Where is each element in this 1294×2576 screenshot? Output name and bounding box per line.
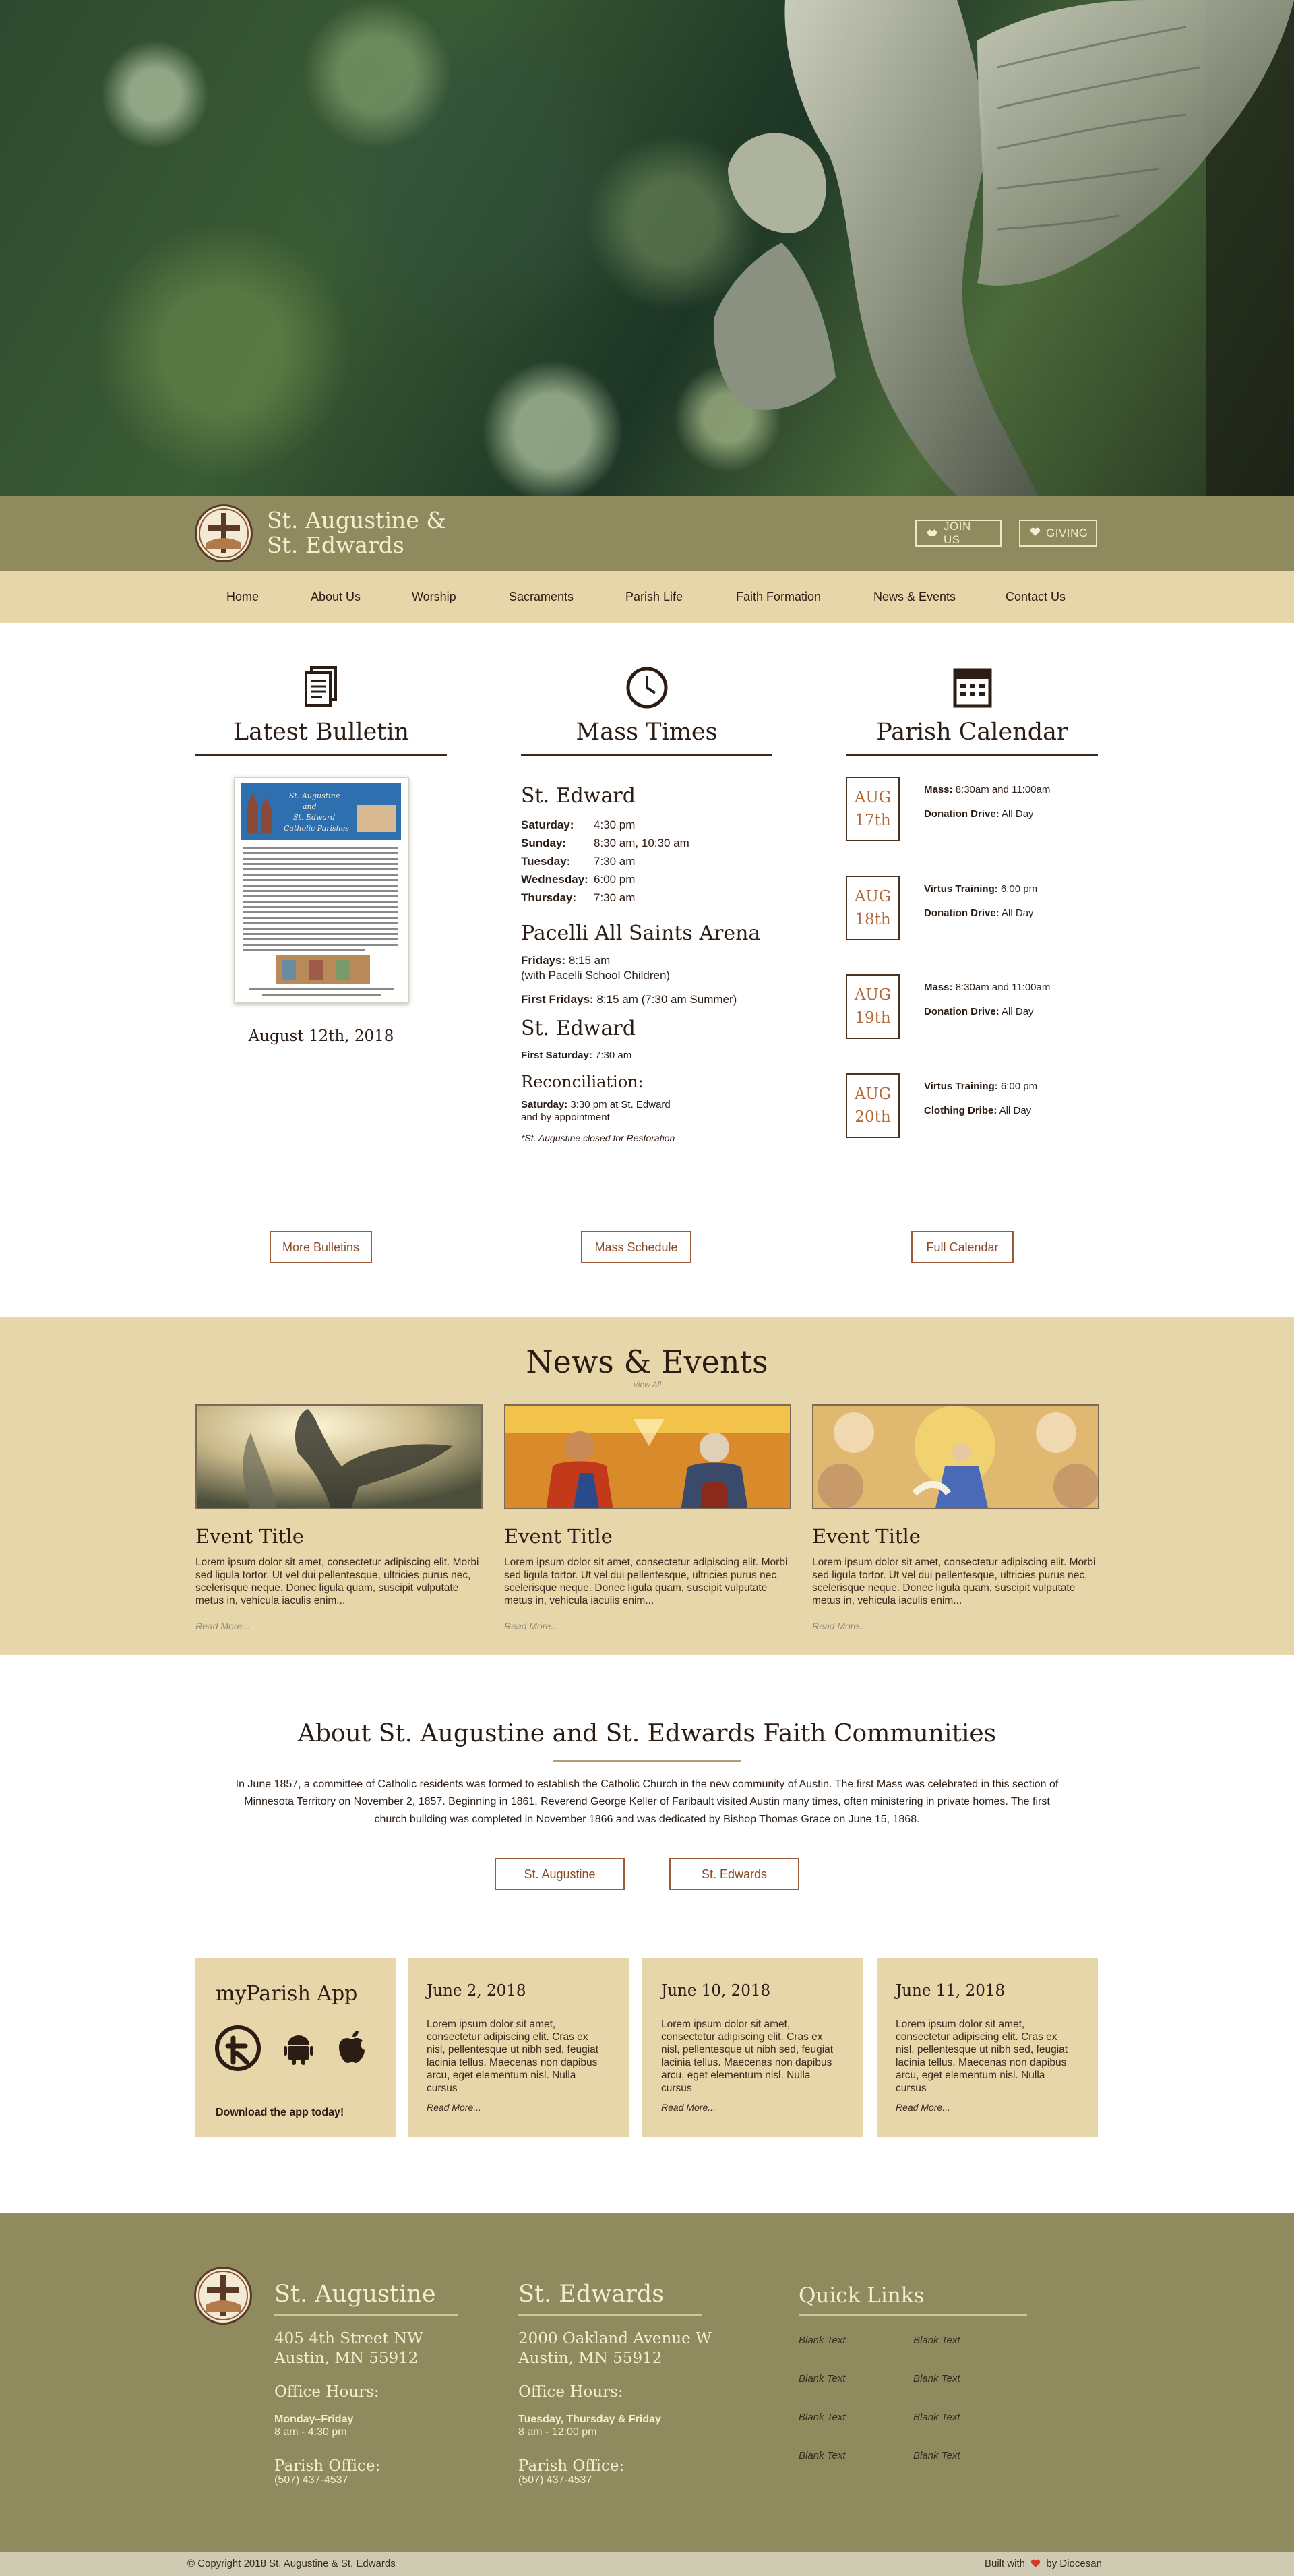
event-image[interactable]	[504, 1404, 791, 1509]
read-more-link[interactable]: Read More...	[427, 2102, 481, 2113]
st-augustine-button[interactable]: St. Augustine	[495, 1858, 625, 1890]
fridays-text	[521, 953, 804, 983]
event-value: 8:30am and 11:00am	[955, 784, 1051, 796]
calendar-date-box	[846, 1073, 900, 1138]
event-label: Donation Drive:	[924, 1006, 999, 1017]
svg-text:Catholic Parishes: Catholic Parishes	[284, 824, 349, 833]
mass-time: 4:30 pm	[594, 818, 636, 831]
first-fridays-label: First Fridays:	[521, 993, 594, 1006]
calendar-events	[924, 877, 1037, 926]
event-image[interactable]	[812, 1404, 1099, 1509]
built-with-credit[interactable]	[985, 2558, 1102, 2571]
footer-office-hours	[518, 2413, 661, 2438]
nav-home[interactable]: Home	[226, 590, 259, 603]
card-body: Lorem ipsum dolor sit amet, consectetur adipiscing elit. Cras ex nisl, pellentesque ut nibh sed, feugiat lacinia tellus. Maecenas non dapibus arcu, eget elementum nisl. Nulla cursus	[427, 2018, 599, 2094]
parish-calendar-title: Parish Calendar	[876, 719, 1068, 746]
fridays-note: (with Pacelli School Children)	[521, 969, 671, 982]
android-icon[interactable]	[284, 2033, 313, 2068]
recon-time: 3:30 pm at St. Edward	[570, 1099, 671, 1110]
hours-days: Tuesday, Thursday & Friday	[518, 2414, 661, 2425]
fridays-label: Fridays:	[521, 954, 566, 967]
read-more-link[interactable]: Read More...	[896, 2102, 950, 2113]
calendar-date-box	[846, 974, 900, 1039]
footer-phone[interactable]: (507) 437-4537	[274, 2474, 348, 2486]
quick-link[interactable]: Blank Text	[799, 2412, 846, 2423]
nav-contact-us[interactable]: Contact Us	[1006, 590, 1066, 603]
angel-statue-image	[0, 0, 1294, 496]
calendar-month: AUG	[854, 789, 892, 806]
mass-time: 6:00 pm	[594, 873, 636, 886]
mass-times-title: Mass Times	[576, 719, 718, 746]
address-line: 2000 Oakland Avenue W	[518, 2330, 712, 2347]
news-events-title: News & Events	[526, 1344, 768, 1380]
footer-office-hours	[274, 2413, 353, 2438]
nav-parish-life[interactable]: Parish Life	[625, 590, 683, 603]
quick-link[interactable]: Blank Text	[913, 2373, 960, 2385]
event-value: All Day	[999, 1105, 1032, 1116]
news-card[interactable]	[877, 1958, 1098, 2137]
site-title[interactable]	[267, 508, 446, 558]
event-label: Mass:	[924, 784, 953, 796]
mass-times-divider	[521, 754, 772, 756]
closed-note: *St. Augustine closed for Restoration	[521, 1133, 675, 1143]
app-cta: Download the app today!	[216, 2107, 344, 2118]
about-divider	[553, 1760, 741, 1762]
read-more-link[interactable]: Read More...	[195, 1621, 250, 1631]
first-saturday-time: 7:30 am	[595, 1050, 632, 1061]
heart-icon	[1030, 527, 1041, 540]
footer-divider	[799, 2314, 1027, 2316]
event-title[interactable]: Event Title	[504, 1525, 613, 1548]
st-edward-heading: St. Edward	[521, 784, 636, 808]
mass-day: Thursday:	[521, 891, 577, 904]
hours-days: Monday–Friday	[274, 2414, 354, 2425]
recon-label: Saturday:	[521, 1099, 568, 1110]
calendar-day: 17th	[855, 812, 891, 829]
footer-st-augustine-address	[274, 2329, 423, 2368]
calendar-month: AUG	[854, 1085, 892, 1103]
event-label: Virtus Training:	[924, 883, 998, 895]
event-body: Lorem ipsum dolor sit amet, consectetur adipiscing elit. Morbi sed ligula tortor. Ut vel dui pellentesque, ultricies purus nec, scelerisque neque. Donec ligula quam, suscipit vulputate metus in, vehicula iaculis enim...	[504, 1557, 788, 1607]
quick-link[interactable]: Blank Text	[913, 2412, 960, 2423]
main-nav	[0, 571, 1294, 623]
quick-link[interactable]: Blank Text	[913, 2335, 960, 2346]
myparish-app-card	[195, 1958, 396, 2137]
footer-st-edwards-address	[518, 2329, 712, 2368]
giving-button[interactable]	[1019, 520, 1097, 547]
calendar-day: 19th	[855, 1009, 891, 1027]
built-by-label: by Diocesan	[1046, 2558, 1102, 2569]
news-card[interactable]	[408, 1958, 629, 2137]
mass-day: Tuesday:	[521, 855, 571, 868]
st-edward-heading-2: St. Edward	[521, 1017, 636, 1040]
mass-row	[521, 816, 804, 834]
st-edwards-button[interactable]: St. Edwards	[669, 1858, 799, 1890]
fridays-time: 8:15 am	[568, 954, 611, 967]
pacelli-heading: Pacelli All Saints Arena	[521, 922, 761, 945]
bulletin-icon	[303, 666, 338, 711]
card-body: Lorem ipsum dolor sit amet, consectetur adipiscing elit. Cras ex nisl, pellentesque ut nibh sed, feugiat lacinia tellus. Maecenas non dapibus arcu, eget elementum nisl. Nulla cursus	[661, 2018, 834, 2094]
hands-icon	[926, 527, 938, 540]
first-saturday-text	[521, 1048, 804, 1063]
nav-faith-formation[interactable]: Faith Formation	[736, 590, 822, 603]
join-us-button[interactable]	[915, 520, 1002, 547]
site-title-line1: St. Augustine &	[267, 507, 446, 533]
calendar-item[interactable]	[846, 1073, 1122, 1138]
event-value: 6:00 pm	[1000, 1081, 1038, 1092]
reconciliation-heading: Reconciliation:	[521, 1073, 644, 1091]
header-band	[0, 496, 1294, 571]
quick-link[interactable]: Blank Text	[799, 2450, 846, 2461]
event-value: All Day	[1002, 808, 1034, 820]
event-value: All Day	[1002, 1006, 1034, 1017]
full-calendar-button[interactable]: Full Calendar	[911, 1231, 1014, 1263]
event-label: Clothing Dribe:	[924, 1105, 997, 1116]
event-value: 6:00 pm	[1000, 883, 1038, 895]
calendar-events	[924, 1075, 1037, 1123]
mass-day: Sunday:	[521, 837, 567, 849]
mass-row	[521, 870, 804, 889]
quick-link[interactable]: Blank Text	[913, 2450, 960, 2461]
calendar-date-box	[846, 777, 900, 841]
calendar-month: AUG	[854, 986, 892, 1004]
mass-day: Wednesday:	[521, 873, 588, 886]
footer-parish-office-title: Parish Office:	[274, 2457, 381, 2475]
mass-time: 7:30 am	[594, 855, 636, 868]
card-date: June 2, 2018	[427, 1982, 526, 2000]
bulletin-date: August 12th, 2018	[248, 1027, 394, 1045]
quick-link[interactable]: Blank Text	[799, 2335, 846, 2346]
calendar-events	[924, 976, 1050, 1024]
mass-schedule-button[interactable]: Mass Schedule	[581, 1231, 691, 1263]
footer	[0, 2213, 1294, 2552]
bulletin-title: Latest Bulletin	[233, 719, 410, 746]
read-more-link[interactable]: Read More...	[661, 2102, 716, 2113]
card-body: Lorem ipsum dolor sit amet, consectetur adipiscing elit. Cras ex nisl, pellentesque ut nibh sed, feugiat lacinia tellus. Maecenas non dapibus arcu, eget elementum nisl. Nulla cursus	[896, 2018, 1068, 2094]
mass-time: 8:30 am, 10:30 am	[594, 837, 689, 849]
more-bulletins-button[interactable]: More Bulletins	[270, 1231, 372, 1263]
mass-day: Saturday:	[521, 818, 574, 831]
view-all-link[interactable]: View All	[632, 1380, 662, 1389]
calendar-date-box	[846, 876, 900, 940]
built-with-label: Built with	[985, 2558, 1026, 2569]
hours-time: 8 am - 12:00 pm	[518, 2426, 597, 2438]
calendar-events	[924, 778, 1050, 827]
footer-phone[interactable]: (507) 437-4537	[518, 2474, 592, 2486]
calendar-item[interactable]	[846, 876, 1122, 940]
event-body: Lorem ipsum dolor sit amet, consectetur adipiscing elit. Morbi sed ligula tortor. Ut vel dui pellentesque, ultricies purus nec, scelerisque neque. Donec ligula quam, suscipit vulputate metus in, vehicula iaculis enim...	[812, 1557, 1096, 1607]
mass-time: 7:30 am	[594, 891, 636, 904]
about-title: About St. Augustine and St. Edwards Faith Communities	[297, 1720, 997, 1747]
calendar-item[interactable]	[846, 974, 1122, 1039]
first-fridays-text	[521, 992, 804, 1007]
nav-sacraments[interactable]: Sacraments	[509, 590, 574, 603]
parish-logo[interactable]	[195, 504, 253, 562]
mass-row	[521, 834, 804, 852]
apple-icon[interactable]	[338, 2030, 366, 2067]
giving-label: GIVING	[1046, 527, 1088, 539]
clock-icon	[625, 666, 669, 713]
address-line: Austin, MN 55912	[274, 2349, 419, 2367]
copyright-text: © Copyright 2018 St. Augustine & St. Edwards	[187, 2558, 396, 2569]
join-us-label: JOIN US	[944, 520, 971, 546]
footer-divider	[274, 2314, 458, 2316]
event-body: Lorem ipsum dolor sit amet, consectetur adipiscing elit. Morbi sed ligula tortor. Ut vel dui pellentesque, ultricies purus nec, scelerisque neque. Donec ligula quam, suscipit vulputate metus in, vehicula iaculis enim...	[195, 1557, 479, 1607]
nav-about-us[interactable]: About Us	[311, 590, 361, 603]
calendar-item[interactable]	[846, 777, 1122, 841]
app-title: myParish App	[216, 1982, 358, 2006]
first-saturday-label: First Saturday:	[521, 1050, 592, 1061]
calendar-day: 18th	[855, 911, 891, 928]
svg-text:and: and	[303, 802, 317, 811]
first-fridays-time: 8:15 am (7:30 am Summer)	[596, 993, 737, 1006]
footer-st-augustine-title: St. Augustine	[274, 2281, 436, 2308]
mass-times-list	[521, 784, 804, 1155]
address-line: 405 4th Street NW	[274, 2330, 423, 2347]
footer-office-hours-title: Office Hours:	[274, 2383, 379, 2401]
calendar-icon	[953, 666, 992, 711]
nav-news-events[interactable]: News & Events	[873, 590, 956, 603]
svg-text:St. Edward: St. Edward	[293, 813, 336, 822]
footer-office-hours-title: Office Hours:	[518, 2383, 623, 2401]
event-title[interactable]: Event Title	[812, 1525, 921, 1548]
about-body: In June 1857, a committee of Catholic residents was formed to establish the Catholic Church in the new community of Austin. The first Mass was celebrated in this section of Minnesota Territory on November 2, 1857. Beginning in 1861, Reverend George Keller of Faribault visited Austin many times, often ministering in private homes. The first church building was completed in November 1866 and was dedicated by Bishop Thomas Grace on June 15, 1868.	[235, 1778, 1059, 1825]
read-more-link[interactable]: Read More...	[812, 1621, 867, 1631]
news-card[interactable]	[642, 1958, 863, 2137]
address-line: Austin, MN 55912	[518, 2349, 663, 2367]
calendar-month: AUG	[854, 888, 892, 905]
svg-text:St. Augustine: St. Augustine	[289, 791, 340, 800]
quick-links-title: Quick Links	[799, 2283, 925, 2308]
mass-row	[521, 852, 804, 870]
event-label: Donation Drive:	[924, 907, 999, 919]
heart-icon	[1030, 2559, 1041, 2571]
footer-parish-office-title: Parish Office:	[518, 2457, 625, 2475]
mass-row	[521, 889, 804, 907]
bulletin-thumbnail[interactable]	[234, 777, 409, 1003]
hours-time: 8 am - 4:30 pm	[274, 2426, 347, 2438]
event-value: 8:30am and 11:00am	[955, 982, 1051, 993]
card-date: June 11, 2018	[896, 1982, 1006, 2000]
event-image[interactable]	[195, 1404, 483, 1509]
site-title-line2: St. Edwards	[267, 532, 404, 558]
hero-image	[0, 0, 1294, 496]
event-value: All Day	[1002, 907, 1034, 919]
reconciliation-text	[521, 1098, 804, 1124]
card-date: June 10, 2018	[661, 1982, 771, 2000]
event-label: Donation Drive:	[924, 808, 999, 820]
quick-link[interactable]: Blank Text	[799, 2373, 846, 2385]
footer-divider	[518, 2314, 702, 2316]
event-title[interactable]: Event Title	[195, 1525, 304, 1548]
event-label: Virtus Training:	[924, 1081, 998, 1092]
calendar-day: 20th	[855, 1108, 891, 1126]
event-label: Mass:	[924, 982, 953, 993]
footer-logo[interactable]	[194, 2267, 252, 2325]
parish-calendar-divider	[846, 754, 1098, 756]
nav-worship[interactable]: Worship	[412, 590, 456, 603]
footer-st-edwards-title: St. Edwards	[518, 2281, 665, 2308]
bulletin-divider	[195, 754, 447, 756]
read-more-link[interactable]: Read More...	[504, 1621, 559, 1631]
myparish-app-icon[interactable]	[214, 2025, 261, 2075]
recon-note: and by appointment	[521, 1112, 610, 1123]
